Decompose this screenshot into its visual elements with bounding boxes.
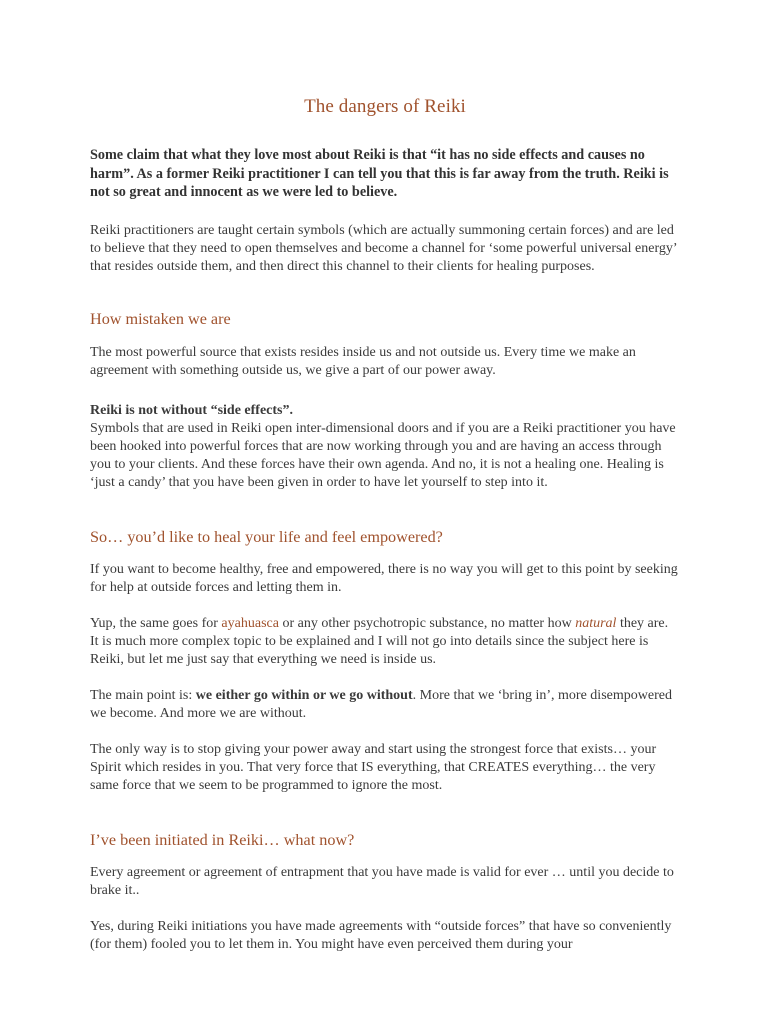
- heading-heal-your-life: So… you’d like to heal your life and feel empowered?: [90, 527, 443, 546]
- side-effects-text: Symbols that are used in Reiki open inter-dimensional doors and if you are a Reiki practitioner you have been hooked into powerful forces that are now working through you and are having an access through you to your clients. And these forces have their own agenda. And no, it is not a healing one. Healing is ‘just a candy’ that you have been given in order to have let yourself to step into it.: [90, 420, 676, 490]
- paragraph-become-healthy: If you want to become healthy, free and empowered, there is no way you will get to this point by seeking for help at outside forces and letting them in.: [90, 561, 678, 595]
- paragraph-practitioners: Reiki practitioners are taught certain symbols (which are actually summoning certain forces) and are led to believe that they need to open themselves and become a channel for ‘some powerful universal energy’ that resides outside them, and then direct this channel to their clients for healing purposes.: [90, 222, 677, 274]
- heading-how-mistaken: How mistaken we are: [90, 309, 231, 328]
- main-point-start: The main point is:: [90, 687, 196, 703]
- paragraph-only-way: The only way is to stop giving your power away and start using the strongest force that exists… your Spirit which resides in you. That very force that IS everything, that CREATES everything… the very same force that we seem to be programmed to ignore the most.: [90, 741, 657, 793]
- paragraph-side-effects: [90, 402, 680, 492]
- natural-emphasis: natural: [575, 615, 617, 631]
- main-point-bold: we either go within or we go without: [195, 687, 413, 703]
- paragraph-initiations: Yes, during Reiki initiations you have made agreements with “outside forces” that have so conveniently (for them) fooled you to let them in. You might have even perceived them during your: [90, 918, 672, 952]
- paragraph-powerful-source: The most powerful source that exists resides inside us and not outside us. Every time we make an agreement with something outside us, we give a part of our power away.: [90, 344, 636, 378]
- yup-text-end: they are. It is much more complex topic to be explained and I will not go into details since the subject here is Reiki, but let me just say that everything we need is inside us.: [90, 615, 669, 667]
- yup-text-middle: or any other psychotropic substance, no matter how: [278, 615, 576, 631]
- heading-initiated: I’ve been initiated in Reiki… what now?: [90, 830, 355, 849]
- yup-text-start: Yup, the same goes for: [90, 615, 222, 631]
- paragraph-every-agreement: Every agreement or agreement of entrapment that you have made is valid for ever … until you decide to brake it..: [90, 864, 674, 898]
- side-effects-subheading: Reiki is not without “side effects”.: [90, 402, 293, 418]
- intro-paragraph: Some claim that what they love most about Reiki is that “it has no side effects and causes no harm”. As a former Reiki practitioner I can tell you that this is far away from the truth. Reiki is not so great and innocent as we were led to believe.: [90, 147, 669, 200]
- paragraph-ayahuasca: [90, 615, 680, 669]
- ayahuasca-link[interactable]: ayahuasca: [221, 615, 279, 631]
- paragraph-main-point: [90, 687, 680, 723]
- page-title: The dangers of Reiki: [304, 96, 466, 117]
- main-point-end: . More that we ‘bring in’, more disempowered we become. And more we are without.: [90, 687, 672, 721]
